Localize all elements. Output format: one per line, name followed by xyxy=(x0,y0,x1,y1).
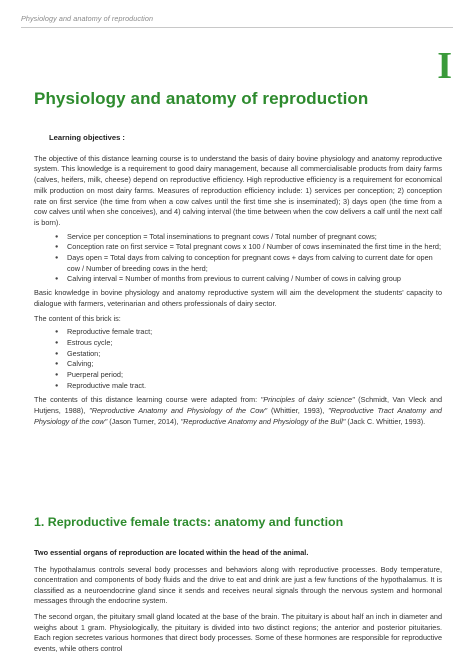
chapter-title: Physiology and anatomy of reproduction xyxy=(34,89,369,108)
list-item: ● Calving; xyxy=(34,359,442,370)
sources-paragraph xyxy=(34,395,442,427)
chapter-mark: I xyxy=(437,45,452,87)
section-paragraph: The second organ, the pituitary small gland located at the base of the brain. The pituitary is about half an inch in diameter and weighs about 1 gram. Physiologically, the pituitary is divided into two distinct regions; the anterior and posterior pituitaries. Each region secretes various hormones that direct body processes. Some of these hormones are responsible for reproductive events, while others control xyxy=(34,611,442,653)
list-item: ● Calving interval = Number of months from previous to current calving / Number of cows in calving group xyxy=(34,274,442,285)
section-title: 1. Reproductive female tracts: anatomy and function xyxy=(34,515,344,529)
reference-author: (Jason Turner, 2014), xyxy=(107,416,181,426)
list-item: ● Reproductive male tract. xyxy=(34,381,442,392)
sources-lead: The contents of this distance learning course were adapted from: xyxy=(34,395,261,405)
list-item: ● Gestation; xyxy=(34,349,442,360)
reference-title: "Reproductive Anatomy and Physiology of the Bull" xyxy=(180,416,346,426)
learning-objectives-section xyxy=(34,133,442,428)
measures-list xyxy=(34,232,442,286)
header-rule xyxy=(21,27,453,28)
list-item: ● Reproductive female tract; xyxy=(34,327,442,338)
contents-list xyxy=(34,327,442,391)
running-header: Physiology and anatomy of reproduction xyxy=(21,14,154,23)
reference-title: "Reproductive Anatomy and Physiology of the Cow" xyxy=(89,406,268,416)
reference-author: (Jack C. Whittier, 1993). xyxy=(345,416,426,426)
intro-paragraph: The objective of this distance learning course is to understand the basis of dairy bovine physiology and anatomy reproductive system. This knowledge is a requirement to good dairy management, because all commercialisable products from dairy farms (calves, heifers, milk, cheese) depend on reproductive efficiency. High reproductive efficiency is a requirement for economical milk production on most dairy farms. Measures of reproduction efficiency include: 1) services per conception; 2) conception rate on first service (the time from when a cow calves until the first time she is inseminated); 3) days open (the time from a cow calves until when she conceives), and 4) calving interval (the time between when the cow delivers a calf until the next calf is born). xyxy=(34,153,442,227)
basic-knowledge-paragraph: Basic knowledge in bovine physiology and anatomy reproductive system will aim the development the students' capacity to dialogue with farmers, veterinarian and others professionals of dairy sector. xyxy=(34,288,442,308)
list-item: ● Days open = Total days from calving to conception for pregnant cows + days from calving to current date for open cow / Number of breeding cows in the herd; xyxy=(34,253,442,274)
section-body xyxy=(34,548,442,659)
list-item: ● Puerperal period; xyxy=(34,370,442,381)
list-item: ● Estrous cycle; xyxy=(34,338,442,349)
list-item: ● Conception rate on first service = Total pregnant cows x 100 / Number of cows inseminated the first time in the herd; xyxy=(34,242,442,253)
section-lead: Two essential organs of reproduction are located within the head of the animal. xyxy=(34,548,309,557)
reference-title: "Principles of dairy science" xyxy=(260,395,355,405)
list-item: ● Service per conception = Total inseminations to pregnant cows / Total number of pregnant cows; xyxy=(34,232,442,243)
learning-objectives-heading: Learning objectives : xyxy=(49,133,125,142)
content-intro: The content of this brick is: xyxy=(34,313,121,323)
section-paragraph: The hypothalamus controls several body processes and behaviors along with reproductive processes. Body temperature, concentration and components of body fluids and the drive to eat and drink are just a few functions of the hypothalamus. It is classified as a neuroendocrine gland since it sends and receives neural signals through the nervous system and hormonal messages through the endocrine system. xyxy=(34,564,442,606)
reference-author: (Whittier, 1993), xyxy=(267,406,329,416)
reference-author: (Schmidt, Van Vleck and Hutjens, 1988), xyxy=(34,395,443,416)
reference-title: "Reproductive Tract Anatomy and Physiology of the cow" xyxy=(34,406,442,426)
